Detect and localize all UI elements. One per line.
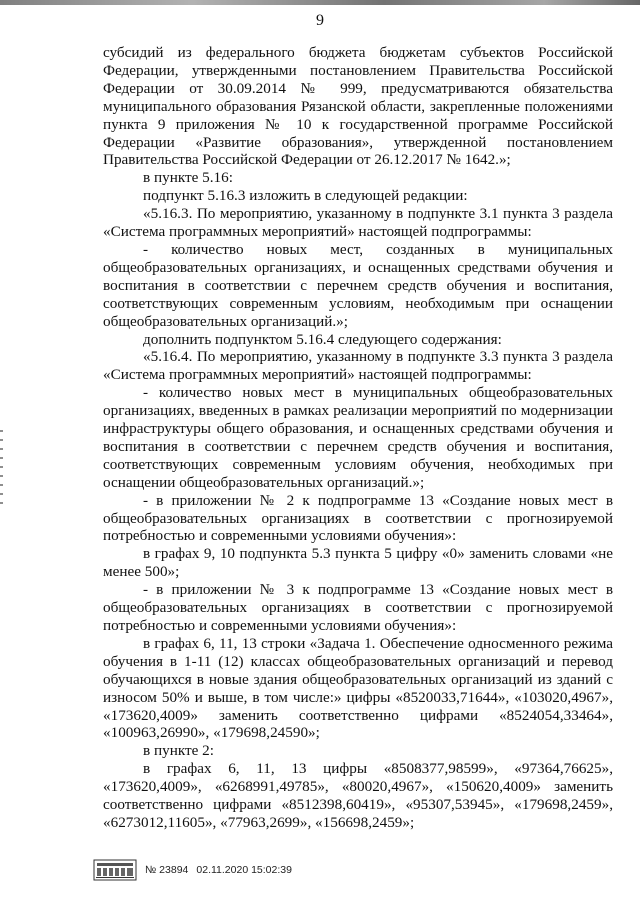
paragraph: в графах 9, 10 подпункта 5.3 пункта 5 цифру «0» заменить словами «не менее 500»;: [103, 545, 613, 581]
document-registration-number: № 23894: [145, 864, 189, 876]
paragraph: в пункте 5.16:: [143, 169, 233, 187]
paragraph: дополнить подпунктом 5.16.4 следующего содержания:: [143, 330, 502, 348]
document-body: [103, 44, 613, 832]
paragraph: - в приложении № 2 к подпрограмме 13 «Создание новых мест в общеобразовательных организациях в соответствии с прогнозируемой потребностью и современными условиями обучения»:: [103, 491, 613, 545]
paragraph: субсидий из федерального бюджета бюджетам субъектов Российской Федерации, утвержденными постановлением Правительства Российской Федерации от 30.09.2014 № 999, предусматриваются обязательства муниципального образования Рязанской области, закрепленные положениями пункта 9 приложения № 10 к государственной программе Российской Федерации «Развитие образования», утвержденной постановлением Правительства Российской Федерации от 26.12.2017 № 1642.»;: [103, 44, 613, 169]
paragraph: - в приложении № 3 к подпрограмме 13 «Создание новых мест в общеобразовательных организациях в соответствии с прогнозируемой потребностью и современными условиями обучения»:: [103, 581, 613, 634]
paragraph: в графах 6, 11, 13 строки «Задача 1. Обеспечение односменного режима обучения в 1-11 (12) классах общеобразовательных организаций и перевод обучающихся в новые здания общеобразовательных организаций из зданий с износом 50% и выше, в том числе:» цифры «8520033,71644», «103020,4967», «173620,4009» заменить соответственно цифрами «8524054,33464», «100963,26990», «179698,24590»;: [103, 634, 613, 742]
paragraph: подпункт 5.16.3 изложить в следующей редакции:: [143, 187, 468, 205]
page-number: 9: [316, 12, 324, 29]
paragraph: - количество новых мест в муниципальных общеобразовательных организациях, введенных в рамках реализации мероприятий по модернизации инфраструктуры общего образования, и оснащенных средствами обучения и воспитания в соответствии с перечнем средств обучения и воспитания, соответствующих современным условиям обучения, необходимых при оснащении общеобразовательных организаций.»;: [103, 384, 613, 491]
scan-left-edge-marks: [0, 430, 3, 510]
paragraph: «5.16.3. По мероприятию, указанному в подпункте 3.1 пункта 3 раздела «Система программных мероприятий» настоящей подпрограммы:: [103, 205, 613, 241]
document-timestamp: 02.11.2020 15:02:39: [196, 864, 292, 876]
registry-stamp-icon: [93, 859, 137, 881]
paragraph: - количество новых мест, созданных в муниципальных общеобразовательных организациях, и оснащенных средствами обучения и воспитания в соответствии с перечнем средств обучения и воспитания, соответствующих современным условиям, необходимым при оснащении общеобразовательных организаций.»;: [103, 240, 613, 330]
paragraph: «5.16.4. По мероприятию, указанному в подпункте 3.3 пункта 3 раздела «Система программных мероприятий» настоящей подпрограммы:: [103, 348, 613, 384]
paragraph: в пункте 2:: [143, 742, 214, 760]
document-footer: [93, 858, 292, 882]
paragraph: в графах 6, 11, 13 цифры «8508377,98599», «97364,76625», «173620,4009», «6268991,49785», «80020,4967», «150620,4009» заменить соответственно цифрами «8512398,60419», «95307,53945», «179698,2459», «6273012,11605», «77963,2699», «156698,2459»;: [103, 760, 613, 831]
scan-top-edge: [0, 0, 640, 5]
